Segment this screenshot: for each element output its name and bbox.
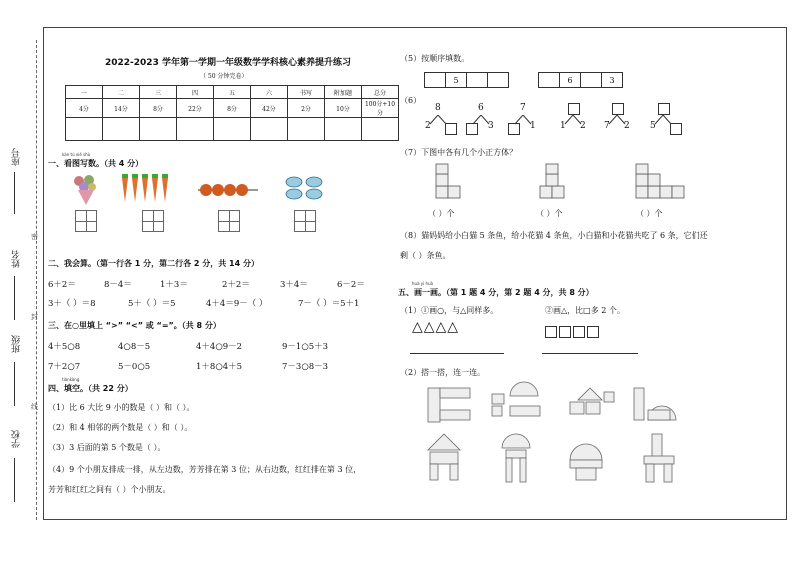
- school-label: 学校: [12, 430, 22, 448]
- section-1-pinyin: kàn tú xiě shù: [62, 152, 91, 157]
- square-icon: [545, 326, 557, 338]
- question: ②画△，比□多 2 个。: [545, 306, 625, 315]
- split-right: 1: [530, 121, 536, 131]
- score-points: 100分+10分: [362, 99, 399, 118]
- split-blank-box[interactable]: [670, 123, 682, 135]
- score-entry-cell[interactable]: [288, 118, 325, 141]
- question: （2）搭一搭，连一连。: [400, 368, 486, 377]
- question: （1）①画○，与△同样多。: [400, 306, 499, 315]
- equation: 3＋4＝: [280, 280, 308, 290]
- school-line: [14, 458, 15, 502]
- score-points: 4分: [66, 99, 103, 118]
- sequence-cell[interactable]: [539, 73, 560, 87]
- question: 剩（ ）条鱼。: [400, 251, 451, 260]
- section-3-title: 三、在○里填上 “>” “<” 或 “=”。（共 8 分）: [48, 321, 221, 330]
- score-entry-cell[interactable]: [214, 118, 251, 141]
- comparison: 4○8－5: [118, 342, 151, 352]
- section-4-pinyin: tiánkòng: [62, 377, 80, 382]
- page-subtitle: （ 50 分钟完卷）: [200, 73, 248, 80]
- score-entry-cell[interactable]: [103, 118, 140, 141]
- question: （6）: [400, 96, 422, 105]
- answer-grid[interactable]: [75, 210, 97, 232]
- split-blank-box[interactable]: [568, 103, 580, 115]
- sequence-cell[interactable]: [467, 73, 488, 87]
- split-right: 2: [624, 121, 630, 131]
- cube-answer: （ ）个: [636, 209, 663, 218]
- score-points: 8分: [214, 99, 251, 118]
- question: 芳芳和红红之间有（ ）个小朋友。: [48, 485, 171, 494]
- score-col: 一: [66, 86, 103, 99]
- split-blank-box[interactable]: [612, 103, 624, 115]
- block-shapes-row-1: [420, 380, 700, 434]
- seal-mark: 封: [31, 313, 38, 321]
- seat-label: 座号: [12, 148, 22, 166]
- split-blank-box[interactable]: [466, 123, 478, 135]
- section-5-title: 五、画一画。（第 1 题 4 分，第 2 题 4 分，共 8 分）: [398, 288, 594, 297]
- class-line: [14, 362, 15, 406]
- score-entry-cell[interactable]: [251, 118, 288, 141]
- comparison: 9－1○5＋3: [282, 342, 329, 352]
- comparison: 4＋4○9－2: [196, 342, 243, 352]
- class-label: 班级: [12, 335, 22, 353]
- fish-icon: [284, 174, 328, 202]
- question: （4）9 个小朋友排成一排，从左边数，芳芳排在第 3 位；从右边数，红红排在第 3 位，: [48, 465, 362, 474]
- block-shapes-row-2: [420, 432, 700, 488]
- question: （8）猫妈妈给小白猫 5 条鱼，给小花猫 4 条鱼，小白猫和小花猫共吃了 6 条，它们还: [400, 231, 708, 240]
- split-blank-box[interactable]: [445, 123, 457, 135]
- question: （7）下图中各有几个小正方体？: [400, 148, 518, 157]
- square-icon: [559, 326, 571, 338]
- score-header-row: [66, 86, 399, 99]
- score-points: 22分: [177, 99, 214, 118]
- equation: 4＋4＝9－（ ）: [206, 299, 268, 309]
- section-1-title: 一、看图写数。（共 4 分）: [48, 159, 144, 168]
- answer-grid[interactable]: [142, 210, 164, 232]
- score-col: 总分: [362, 86, 399, 99]
- comparison: 4＋5○8: [48, 342, 81, 352]
- seal-mark: 线: [31, 403, 38, 411]
- split-left: 1: [560, 121, 566, 131]
- score-col: 书写: [288, 86, 325, 99]
- fruit-skewer-icon: [198, 176, 258, 200]
- binding-line: [36, 40, 37, 520]
- question: （3）3 后面的第 5 个数是（ ）。: [48, 443, 166, 452]
- score-entry-row: [66, 118, 399, 141]
- triangles: △△△△: [412, 319, 460, 335]
- question: （2）和 4 相邻的两个数是（ ）和（ ）。: [48, 423, 193, 432]
- answer-line[interactable]: [542, 353, 638, 354]
- score-entry-cell[interactable]: [66, 118, 103, 141]
- split-blank-box[interactable]: [658, 103, 670, 115]
- section-5-heading: [398, 281, 594, 298]
- score-points: 2分: [288, 99, 325, 118]
- split-top: 6: [478, 103, 484, 113]
- comparison: 7＋2○7: [48, 362, 81, 372]
- comparison: 7－3○8－3: [282, 362, 329, 372]
- score-col: 三: [140, 86, 177, 99]
- section-4-title: 四、填空。（共 22 分）: [48, 384, 133, 393]
- square-icon: [587, 326, 599, 338]
- score-col: 四: [177, 86, 214, 99]
- page-title: 2022-2023 学年第一学期一年级数学学科核心素养提升练习: [105, 58, 351, 68]
- score-col: 二: [103, 86, 140, 99]
- score-entry-cell[interactable]: [177, 118, 214, 141]
- cube-stack-icon: [432, 162, 472, 206]
- score-points-row: [66, 99, 399, 118]
- sequence-boxes: [538, 72, 623, 88]
- cube-stack-icon: [536, 162, 576, 206]
- split-blank-box[interactable]: [508, 123, 520, 135]
- sequence-cell[interactable]: [581, 73, 602, 87]
- question: （5）按顺序填数。: [400, 54, 470, 63]
- equation: 6＋2＝: [48, 280, 76, 290]
- name-label: 姓名: [12, 250, 22, 268]
- split-right: 3: [488, 121, 494, 131]
- comparison: 1＋8○4＋5: [196, 362, 243, 372]
- score-entry-cell[interactable]: [140, 118, 177, 141]
- section-4-heading: [48, 377, 133, 394]
- seal-mark: 密: [31, 233, 38, 241]
- split-left: 2: [425, 121, 431, 131]
- equation: 8－4＝: [104, 280, 132, 290]
- score-entry-cell[interactable]: [325, 118, 362, 141]
- answer-line[interactable]: [410, 353, 504, 354]
- score-points: 8分: [140, 99, 177, 118]
- split-right: 2: [580, 121, 586, 131]
- split-top: 7: [520, 103, 526, 113]
- squares: [545, 323, 601, 342]
- score-col: 五: [214, 86, 251, 99]
- section-5-pinyin: huà yi huà: [412, 281, 434, 286]
- seat-line: [14, 172, 15, 214]
- question: （1）比 6 大比 9 小的数是（ ）和（ ）。: [48, 403, 195, 412]
- equation: 2＋2＝: [222, 280, 250, 290]
- sequence-cell: 6: [560, 73, 581, 87]
- cube-answer: （ ）个: [536, 209, 563, 218]
- score-entry-cell[interactable]: [362, 118, 399, 141]
- cube-stack-icon: [632, 162, 692, 206]
- score-col: 六: [251, 86, 288, 99]
- equation: 1＋3＝: [160, 280, 188, 290]
- ice-cream-icon: [70, 172, 100, 206]
- split-left: 5: [650, 121, 656, 131]
- carrots-icon: [118, 172, 174, 206]
- equation: 6－2＝: [337, 280, 365, 290]
- equation: 5＋（ ）＝5: [128, 299, 176, 309]
- score-points: 14分: [103, 99, 140, 118]
- square-icon: [573, 326, 585, 338]
- score-points: 10分: [325, 99, 362, 118]
- name-line: [14, 276, 15, 320]
- score-table: [65, 85, 399, 141]
- sequence-cell: 3: [609, 76, 615, 85]
- sequence-cell[interactable]: [488, 73, 508, 87]
- equation: 3＋（ ）＝8: [48, 299, 96, 309]
- score-points: 42分: [251, 99, 288, 118]
- equation: 7－（ ）＝5＋1: [298, 299, 360, 309]
- comparison: 5－0○5: [118, 362, 151, 372]
- score-col: 附加题: [325, 86, 362, 99]
- split-top: 8: [435, 103, 441, 113]
- sequence-cell[interactable]: [425, 73, 446, 87]
- sequence-boxes: [424, 72, 509, 88]
- answer-grid[interactable]: [294, 210, 316, 232]
- cube-answer: （ ）个: [428, 209, 455, 218]
- section-1-heading: [48, 152, 144, 169]
- answer-grid[interactable]: [218, 210, 240, 232]
- split-left: 7: [604, 121, 610, 131]
- section-2-title: 二、我会算。（第一行各 1 分，第二行各 2 分，共 14 分）: [48, 259, 259, 268]
- sequence-cell: 5: [446, 73, 467, 87]
